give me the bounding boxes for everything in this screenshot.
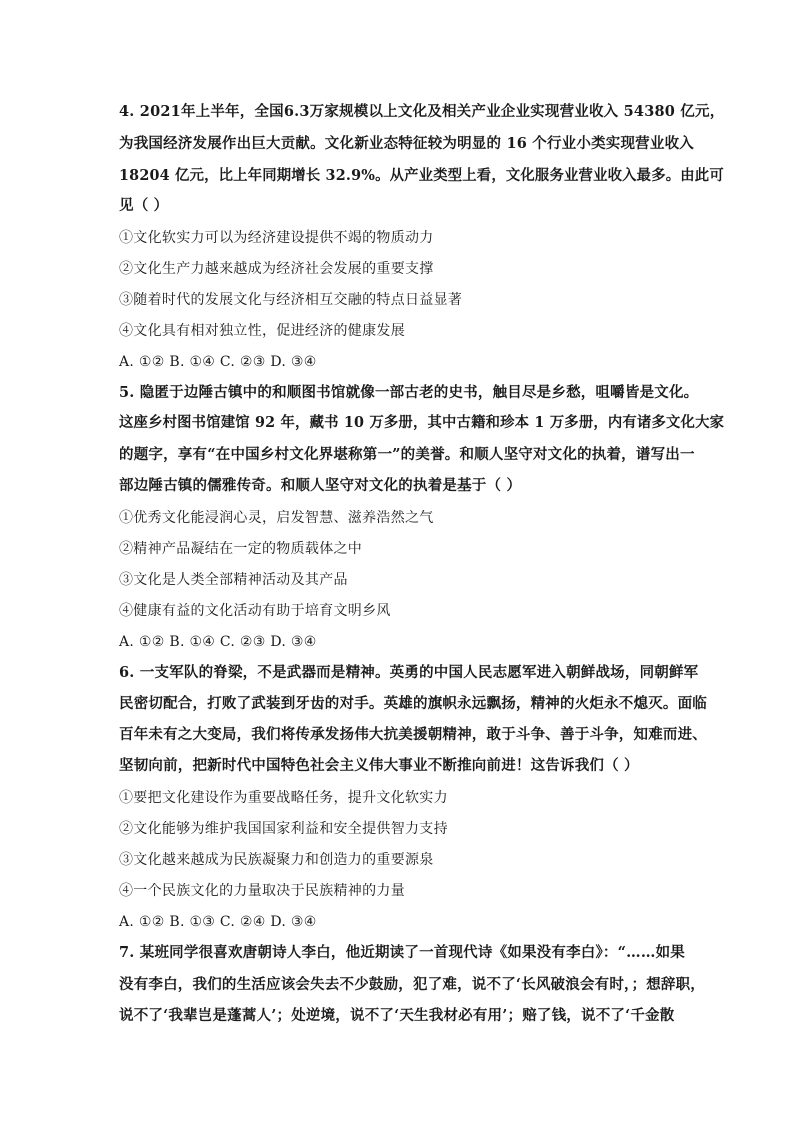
question-6-option-2: ②文化能够为维护我国国家利益和安全提供智力支持	[119, 821, 448, 837]
question-6-stem-line-2: 民密切配合，打败了武装到牙齿的对手。英雄的旗帜永远飘扬，精神的火炬永不熄灭。面临	[119, 695, 707, 712]
question-7-stem-line-3: 说不了‘我辈岂是蓬蒿人’；处逆境，说不了‘天生我材必有用’；赔了钱，说不了‘千金散	[119, 1007, 675, 1024]
question-6-option-3: ③文化越来越成为民族凝聚力和创造力的重要源泉	[119, 852, 434, 868]
question-5-stem-line-4: 部边陲古镇的儒雅传奇。和顺人坚守对文化的执着是基于（ ）	[119, 477, 522, 494]
question-6-option-1: ①要把文化建设作为重要战略任务，提升文化软实力	[119, 790, 448, 806]
question-5-option-2: ②精神产品凝结在一定的物质载体之中	[119, 541, 363, 557]
question-4-stem-line-1: 4. 2021年上半年，全国6.3万家规模以上文化及相关产业企业实现营业收入 54380 亿元，	[119, 103, 725, 120]
question-4-option-4: ④文化具有相对独立性，促进经济的健康发展	[119, 323, 405, 339]
question-5-stem-line-3: 的题字，享有“在中国乡村文化界堪称第一”的美誉。和顺人坚守对文化的执着，谱写出一	[119, 446, 695, 463]
question-4-option-1: ①文化软实力可以为经济建设提供不竭的物质动力	[119, 230, 434, 246]
question-4-option-2: ②文化生产力越来越成为经济社会发展的重要支撑	[119, 261, 434, 277]
question-4-stem-line-4: 见（ ）	[119, 197, 169, 214]
question-5-option-3: ③文化是人类全部精神活动及其产品	[119, 572, 348, 588]
question-5-stem-line-1: 5. 隐匿于边陲古镇中的和顺图书馆就像一部古老的史书，触目尽是乡愁，咀嚼皆是文化。	[119, 384, 699, 401]
question-6-stem-line-3: 百年未有之大变局，我们将传承发扬伟大抗美援朝精神，敢于斗争、善于斗争，知难而进、	[119, 726, 707, 743]
question-4-stem-line-2: 为我国经济发展作出巨大贡献。文化新业态特征较为明显的 16 个行业小类实现营业收入	[119, 135, 694, 152]
question-5-stem-line-2: 这座乡村图书馆建馆 92 年，藏书 10 万多册，其中古籍和珍本 1 万多册，内有诸多文化大家	[119, 414, 725, 431]
question-5-option-1: ①优秀文化能浸润心灵，启发智慧、滋养浩然之气	[119, 510, 434, 526]
question-6-answer-choices: A. ①② B. ①③ C. ②④ D. ③④	[119, 914, 317, 930]
question-6-stem-line-4: 坚韧向前，把新时代中国特色社会主义伟大事业不断推向前进！这告诉我们（ ）	[119, 757, 639, 774]
question-4-option-3: ③随着时代的发展文化与经济相互交融的特点日益显著	[119, 292, 463, 308]
question-6-stem-line-1: 6. 一支军队的脊梁，不是武器而是精神。英勇的中国人民志愿军进入朝鲜战场，同朝鲜军	[119, 664, 699, 681]
question-4-answer-choices: A. ①② B. ①④ C. ②③ D. ③④	[119, 354, 317, 370]
question-7-stem-line-2: 没有李白，我们的生活应该会失去不少鼓励，犯了难，说不了‘长风破浪会有时，；想辞职，	[119, 976, 705, 993]
question-5-option-4: ④健康有益的文化活动有助于培育文明乡风	[119, 603, 391, 619]
question-5-answer-choices: A. ①② B. ①④ C. ②③ D. ③④	[119, 634, 317, 650]
question-4-stem-line-3: 18204 亿元，比上年同期增长 32.9%。从产业类型上看，文化服务业营业收入最多。由此可	[119, 167, 724, 184]
question-7-stem-line-1: 7. 某班同学很喜欢唐朝诗人李白，他近期读了一首现代诗《如果没有李白》：“……如果	[119, 944, 685, 961]
question-6-option-4: ④一个民族文化的力量取决于民族精神的力量	[119, 883, 405, 899]
